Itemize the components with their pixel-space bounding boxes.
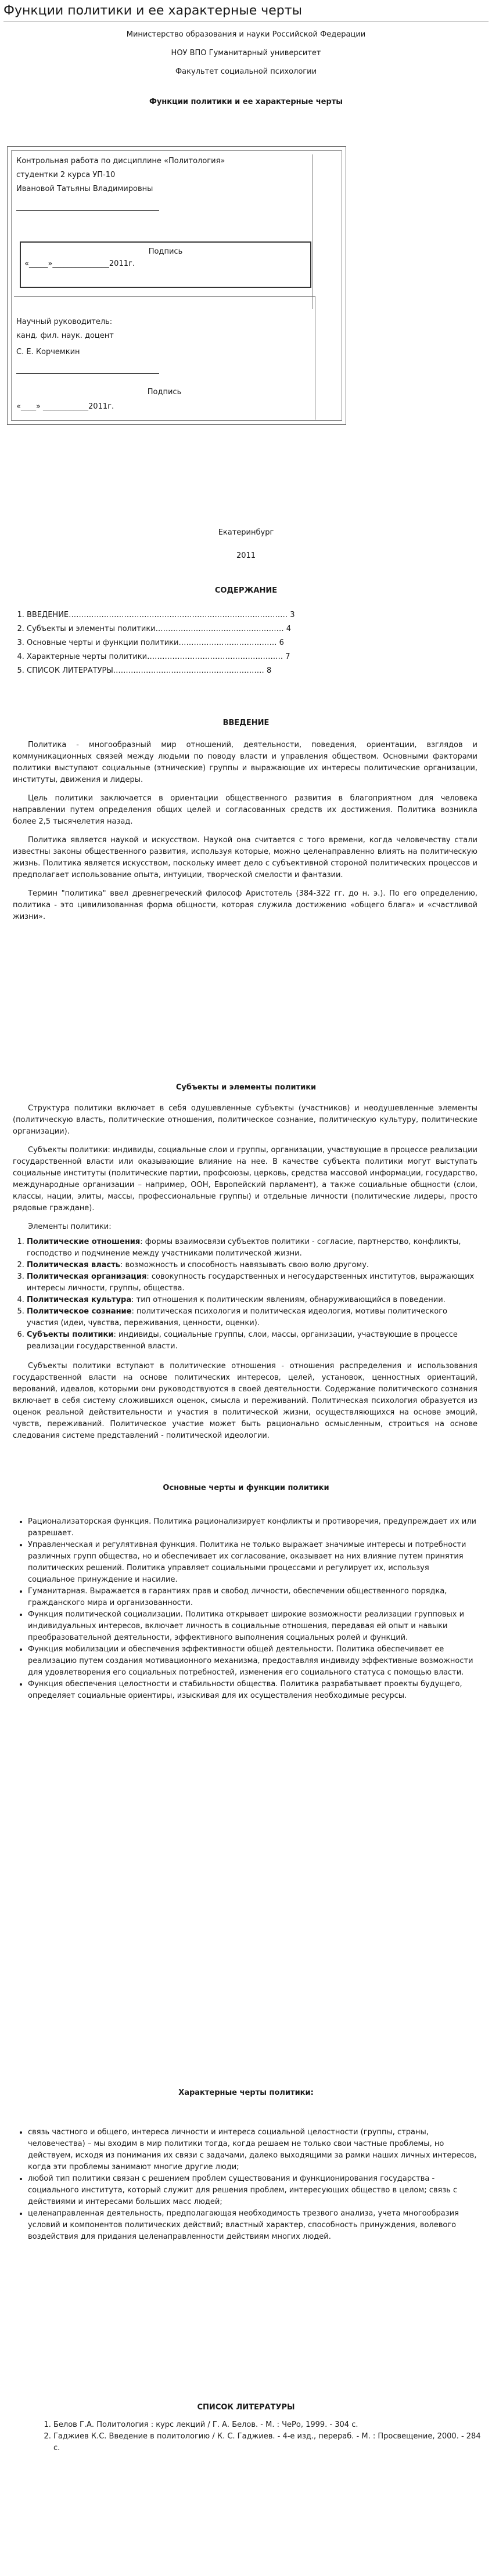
element-term: Политическая организация: [27, 1272, 147, 1281]
element-term: Субъекты политики: [27, 1330, 114, 1339]
toc-heading: СОДЕРЖАНИЕ: [214, 586, 278, 595]
subjects-heading: Субъекты и элементы политики: [175, 1083, 317, 1092]
list-item: • Управленческая и регулятивная функция. Политика не только выражает значимые интересы и потребности различных групп общества, но и обеспечивает их согласование, оказывает на них влияние путем принятия политических решений. Политика управляет социальными процессами и регулирует их, используя социальное принуждение и насилие.: [28, 1539, 477, 1586]
list-item: [27, 1260, 477, 1271]
characteristics-heading: Характерные черты политики:: [178, 2088, 314, 2097]
element-description: : тип отношения к политическим явлениям, обнаруживающийся в поведении.: [131, 1296, 446, 1304]
elements-label: Элементы политики:: [28, 1222, 112, 1231]
supervisor-title-line: Научный руководитель:: [16, 318, 113, 326]
intro-heading: ВВЕДЕНИЕ: [222, 719, 270, 727]
list-item: [27, 1236, 477, 1260]
list-item: • целенаправленная деятельность, предполагающая необходимость трезвого анализа, учета многообразия условий и компонентов политических действий; властный характер, способность принуждения, волевого воздействия для придания целенаправленности действиям многих людей.: [28, 2208, 477, 2243]
title-page-inner-frame: [11, 150, 342, 421]
list-item: • Функция обеспечения целостности и стабильности общества. Политика разрабатывает проекты будущего, определяет социальные ориентиры, изыскивая для их осуществления необходимые ресурсы.: [28, 1679, 477, 1702]
intro-paragraph: Политика - многообразный мир отношений, деятельности, поведения, ориентации, взглядов и коммуникационных связей между людьми по поводу власти и управления обществом. Основными факторами политики выступают социальные (этнические) группы и выражающие их интересы политические организации, институты, движения и лидеры.: [13, 741, 477, 784]
year-label: 2011: [236, 551, 256, 560]
supervisor-degree-line: канд. фил. наук. доцент: [16, 331, 114, 340]
element-description: : индивиды, социальные группы, слои, массы, организации, участвующие в процессе реализации государственной власти.: [27, 1330, 458, 1351]
table-of-contents: [13, 608, 398, 678]
city-label: Екатеринбург: [218, 528, 274, 537]
university-line: НОУ ВПО Гуманитарный университет: [171, 49, 321, 57]
organization-header: [0, 26, 492, 108]
faculty-line: Факультет социальной психологии: [175, 67, 317, 76]
reference-item: 1. Белов Г.А. Политология : курс лекций / Г. А. Белов. - М. : ЧеРо, 1999. - 304 с.: [53, 2419, 483, 2431]
document-title: Функции политики и ее характерные черты: [3, 2, 489, 22]
elements-list: [13, 1236, 477, 1352]
student-signature-box: [20, 241, 311, 288]
supervisor-name-line: С. Е. Корчемкин: [16, 348, 80, 356]
work-type-line: Контрольная работа по дисциплине «Политология»: [16, 157, 225, 165]
element-description: : возможность и способность навязывать свою волю другому.: [120, 1261, 369, 1269]
element-term: Политическая культура: [27, 1296, 132, 1304]
work-subtitle: Функции политики и ее характерные черты: [149, 98, 343, 106]
subjects-paragraph: Субъекты политики вступают в политические отношения - отношения распределения и использования государственной власти на основе политических интересов, целей, установок, ценностных ориентаций, верований, идеалов, которыми они руководствуются в своей деятельности. Содержание политического сознания включает в себя систему сложившихся оценок, смысла и переживаний. Политическая психология образуется из оценок реальной действительности и участия в политической жизни, осуществляющихся на основе эмоций, чувств, переживаний. Политическое участие может быть рационально осмысленным, строиться на основе следования системе представлений - политической идеологии.: [13, 1362, 477, 1440]
reference-item: 2. Гаджиев К.С. Введение в политологию / К. С. Гаджиев. - 4-е изд., перераб. - М. : Просвещение, 2000. - 284 с.: [53, 2431, 483, 2454]
features-heading: Основные черты и функции политики: [163, 1484, 329, 1492]
list-item: [27, 1306, 477, 1329]
subjects-section: [13, 1103, 477, 1449]
supervisor-date-field: «____» ____________2011г.: [16, 402, 114, 411]
list-item: [27, 1329, 477, 1352]
title-page-frame: [7, 146, 346, 425]
intro-paragraph: Термин "политика" ввел древнегреческий философ Аристотель (384-322 гг. до н. э.). По его определению, политика - это цивилизованная форма общности, которая служила достижению «общего блага» и «счастливой жизни».: [13, 889, 477, 921]
subjects-paragraph: Субъекты политики: индивиды, социальные слои и группы, организации, участвующие в процессе реализации государственной власти или оказывающие влияние на нее. В качестве субъекта политики могут выступать социальные институты (политические партии, профсоюзы, церковь, средства массовой информации, государство, международные организации – например, ООН, Европейский парламент), а также социальные общности (слои, классы, нации, элиты, массы, профессиональные группы) и отдельные личности (политические лидеры, просто рядовые граждане).: [13, 1146, 477, 1213]
student-course-line: студентки 2 курса УП-10: [16, 171, 116, 179]
list-item: • Функция политической социализации. Политика открывает широкие возможности реализации групповых и индивидуальных интересов, включает личность в социальные отношения, передавая ей опыт и навыки преобразовательной деятельности, эффективного выполнения социальных ролей и функций.: [28, 1609, 477, 1644]
toc-item[interactable]: 3. Основные черты и функции политики………………………………… 6: [27, 636, 398, 650]
element-term: Политическая власть: [27, 1261, 120, 1269]
student-signature-line: [16, 197, 159, 211]
characteristics-list: [13, 2127, 477, 2243]
element-term: Политическое сознание: [27, 1307, 132, 1316]
list-item: • Рационализаторская функция. Политика рационализирует конфликты и противоречия, предупреждает их или разрешает.: [28, 1516, 477, 1539]
supervisor-signature-label: Подпись: [147, 388, 182, 396]
references-heading: СПИСОК ЛИТЕРАТУРЫ: [197, 2403, 295, 2412]
list-item: • связь частного и общего, интереса личности и интереса социальной целостности (группы, страны, человечества) – мы входим в мир политики тогда, когда решаем не только свои частные проблемы, но действуем, исходя из понимания их связи с задачами, далеко выходящими за рамки наших личных интересов, когда эти проблемы занимают многие другие люди;: [28, 2127, 477, 2173]
supervisor-signature-line: [16, 360, 159, 374]
ministry-line: Министерство образования и науки Российской Федерации: [126, 30, 366, 39]
toc-item[interactable]: 1. ВВЕДЕНИЕ…………………………………………………………………………… 3: [27, 608, 398, 622]
student-name-line: Ивановой Татьяны Владимировны: [16, 185, 153, 193]
student-date-field: «_____»_______________2011г.: [24, 259, 135, 268]
list-item: • любой тип политики связан с решением проблем существования и функционирования государства - социального института, который служит для решения проблем, интересующих общество в целом; связь с действиями и интересами больших масс людей;: [28, 2173, 477, 2208]
list-item: [27, 1294, 477, 1306]
student-info-box: [14, 154, 313, 309]
characteristics-section: [13, 2127, 477, 2243]
intro-paragraph: Цель политики заключается в ориентации общественного развития в благоприятном для человека направлении путем определения общих целей и согласованных средств их достижения. Политика возникла более 2,5 тысячелетия назад.: [13, 794, 477, 826]
subjects-paragraph: Структура политики включает в себя одушевленные субъекты (участников) и неодушевленные элементы (политическую власть, политические отношения, политическое сознание, политическую культуру, политические организации).: [13, 1104, 477, 1136]
toc-item[interactable]: 2. Субъекты и элементы политики…………………………………………… 4: [27, 622, 398, 636]
features-list: [13, 1516, 477, 1702]
element-term: Политические отношения: [27, 1238, 141, 1246]
toc-item[interactable]: 4. Характерные черты политики……………………………………………… 7: [27, 650, 398, 664]
features-section: [13, 1516, 477, 1702]
supervisor-info-box: [14, 296, 315, 420]
element-description: : политическая психология и политическая идеология, мотивы политического участия (идеи, чувства, переживания, ценности, оценки).: [27, 1307, 447, 1327]
list-item: [27, 1271, 477, 1294]
toc-item[interactable]: 5. СПИСОК ЛИТЕРАТУРЫ…………………………………………………… 8: [27, 664, 398, 678]
intro-section: [13, 739, 477, 930]
element-description: : совокупность государственных и негосударственных институтов, выражающих интересы личности, группы, общества.: [27, 1272, 475, 1293]
list-item: • Гуманитарная. Выражается в гарантиях прав и свобод личности, обеспечении общественного порядка, гражданского мира и организованности.: [28, 1586, 477, 1609]
element-description: : формы взаимосвязи субъектов политики - согласие, партнерство, конфликты, господство и подчинение между участниками политической жизни.: [27, 1238, 461, 1258]
student-signature-label: Подпись: [148, 247, 183, 256]
intro-paragraph: Политика является наукой и искусством. Наукой она считается с того времени, когда человечеству стали известны законы общественного развития, используя которые, можно целенаправленно влиять на политическую жизнь. Политика является искусством, поскольку имеет дело с субъективной стороной политических процессов и предполагает использование опыта, интуиции, творческой смелости и фантазии.: [13, 836, 477, 879]
references-list: [36, 2419, 483, 2454]
list-item: • Функция мобилизации и обеспечения эффективности общей деятельности. Политика обеспечивает ее реализацию путем создания мотивационного механизма, предоставляя индивиду эффективные возможности для удовлетворения его социальных потребностей, изменения его социального статуса с помощью власти.: [28, 1644, 477, 1679]
